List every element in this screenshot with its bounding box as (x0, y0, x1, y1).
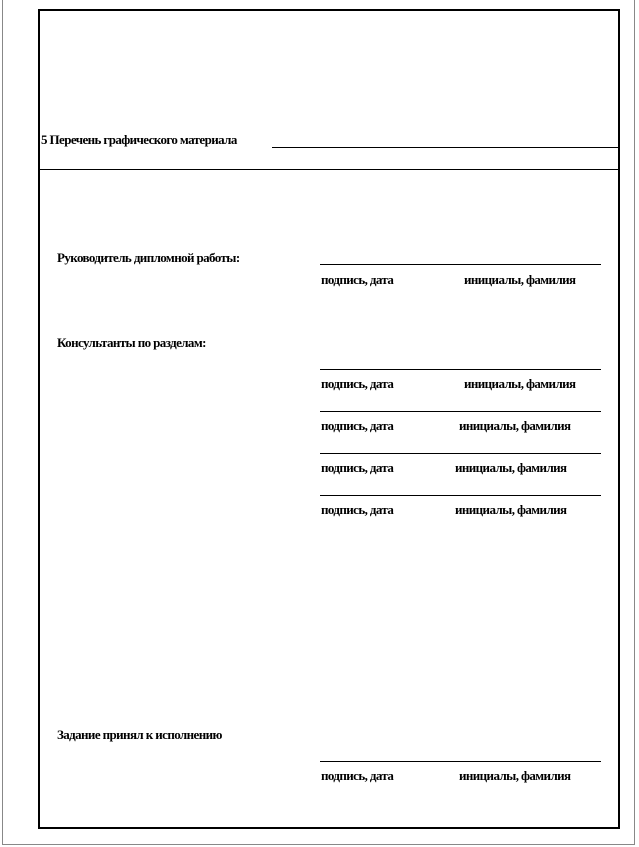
initials-name-caption: инициалы, фамилия (455, 502, 567, 517)
consultants-label: Консультанты по разделам: (57, 335, 206, 350)
sign-date-caption: подпись, дата (321, 502, 394, 517)
graphic-material-line-1 (272, 147, 619, 148)
initials-name-caption: инициалы, фамилия (464, 272, 576, 287)
sign-date-caption: подпись, дата (321, 272, 394, 287)
signature-line (320, 453, 601, 454)
graphic-material-line-2 (40, 169, 619, 170)
initials-name-caption: инициалы, фамилия (464, 376, 576, 391)
initials-name-caption: инициалы, фамилия (455, 460, 567, 475)
signature-line (320, 411, 601, 412)
signature-line (320, 495, 601, 496)
initials-name-caption: инициалы, фамилия (459, 768, 571, 783)
sign-date-caption: подпись, дата (321, 768, 394, 783)
supervisor-label: Руководитель дипломной работы: (57, 250, 240, 265)
signature-line (320, 369, 601, 370)
sign-date-caption: подпись, дата (321, 460, 394, 475)
sign-date-caption: подпись, дата (321, 376, 394, 391)
signature-line (320, 761, 601, 762)
section-title: 5 Перечень графического материала (41, 132, 237, 147)
accepted-label: Задание принял к исполнению (57, 727, 222, 742)
sign-date-caption: подпись, дата (321, 418, 394, 433)
signature-line (320, 264, 601, 265)
initials-name-caption: инициалы, фамилия (459, 418, 571, 433)
